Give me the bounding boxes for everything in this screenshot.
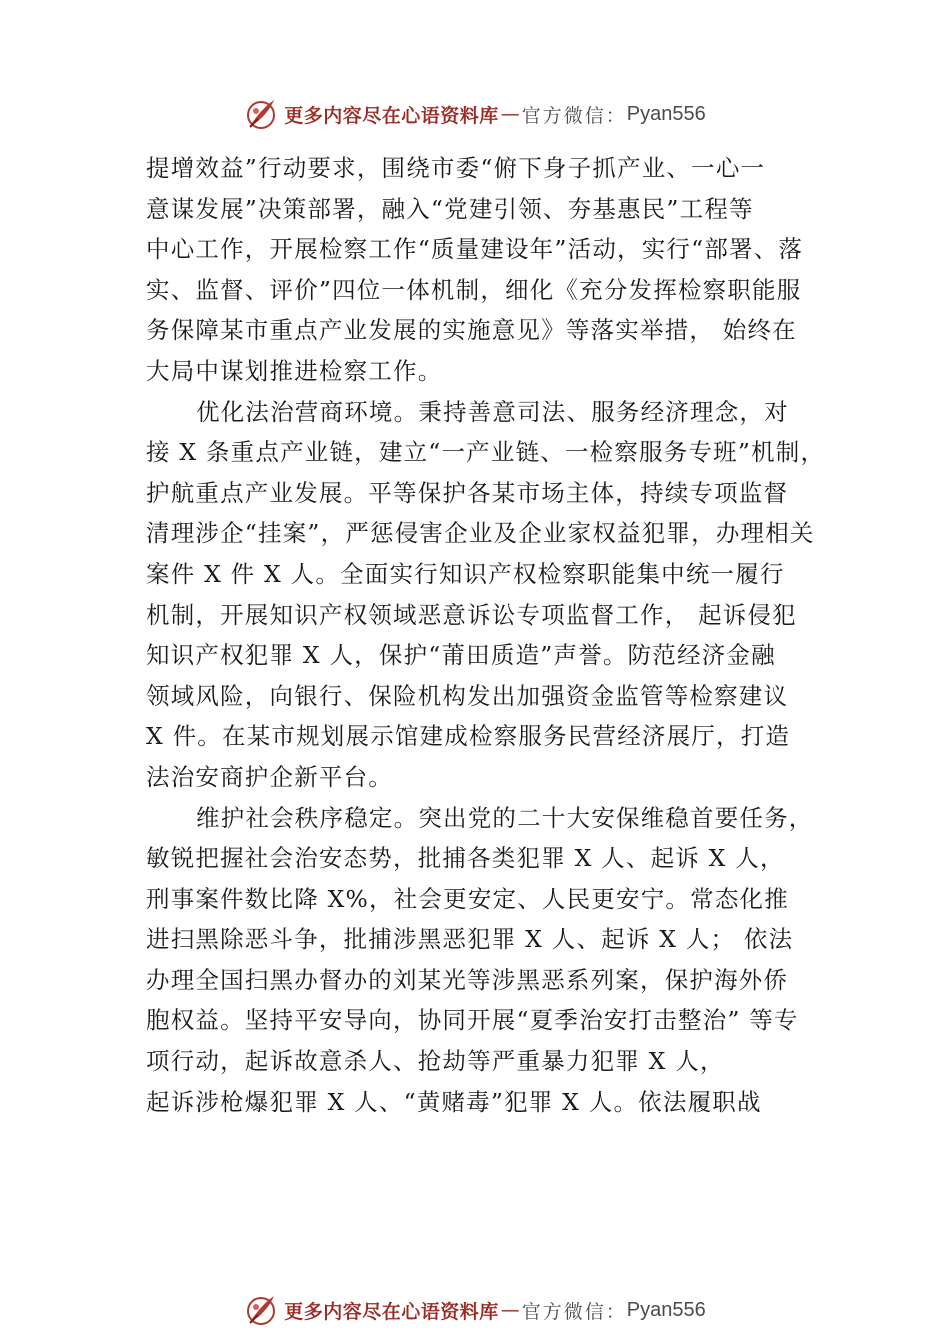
document-body xyxy=(146,148,826,1122)
text-line: X 件。在某市规划展示馆建成检察服务民营经济展厅，打造 xyxy=(146,722,791,751)
feather-pen-seal-icon xyxy=(244,1293,278,1327)
paragraph-heading-line: 优化法治营商环境。秉持善意司法、服务经济理念，对 xyxy=(196,397,789,426)
header-banner xyxy=(0,94,950,134)
footer-banner xyxy=(0,1290,950,1330)
footer-wechat-id: Pyan556 xyxy=(626,1298,706,1321)
text-line: 胞权益。坚持平安导向，协同开展“夏季治安打击整治” 等专 xyxy=(146,1006,799,1035)
text-line: 案件 X 件 X 人。全面实行知识产权检察职能集中统一履行 xyxy=(146,559,785,588)
header-brand-text: 更多内容尽在心语资料库 xyxy=(284,104,499,127)
header-dash: — xyxy=(500,103,520,125)
text-line: 进扫黑除恶斗争，批捕涉黑恶犯罪 X 人、起诉 X 人； 依法 xyxy=(146,925,794,954)
text-line: 接 X 条重点产业链，建立“一产业链、一检察服务专班”机制， xyxy=(146,438,826,467)
text-line: 大局中谋划推进检察工作。 xyxy=(146,356,443,385)
footer-brand-text: 更多内容尽在心语资料库 xyxy=(284,1300,499,1323)
text-line: 意谋发展”决策部署，融入“党建引领、夯基惠民”工程等 xyxy=(146,194,754,223)
text-line: 敏锐把握社会治安态势，批捕各类犯罪 X 人、起诉 X 人， xyxy=(146,844,785,873)
text-line: 机制，开展知识产权领域恶意诉讼专项监督工作， 起诉侵犯 xyxy=(146,600,797,629)
text-line: 中心工作，开展检察工作“质量建设年”活动，实行“部署、落 xyxy=(146,235,804,264)
header-wechat-id: Pyan556 xyxy=(626,102,706,125)
footer-dash: — xyxy=(500,1299,520,1321)
text-line: 提增效益”行动要求，围绕市委“俯下身子抓产业、一心一 xyxy=(146,154,766,182)
text-line: 刑事案件数比降 X%，社会更安定、人民更安宁。常态化推 xyxy=(146,884,789,913)
text-line: 领域风险，向银行、保险机构发出加强资金监管等检察建议 xyxy=(146,681,789,710)
header-wechat-label: 官方微信： xyxy=(521,104,627,127)
text-line: 法治安商护企新平台。 xyxy=(146,762,393,791)
footer-wechat-label: 官方微信： xyxy=(521,1300,627,1323)
text-line: 护航重点产业发展。平等保护各某市场主体，持续专项监督 xyxy=(146,478,789,507)
paragraph-heading-line: 维护社会秩序稳定。突出党的二十大安保维稳首要任务， xyxy=(196,803,814,832)
text-line: 务保障某市重点产业发展的实施意见》等落实举措， 始终在 xyxy=(146,316,797,345)
feather-pen-seal-icon xyxy=(244,97,278,131)
text-line: 实、监督、评价”四位一体机制，细化《充分发挥检察职能服 xyxy=(146,275,802,304)
text-line: 清理涉企“挂案”，严惩侵害企业及企业家权益犯罪，办理相关 xyxy=(146,519,815,548)
text-line: 起诉涉枪爆犯罪 X 人、“黄赌毒”犯罪 X 人。依法履职战 xyxy=(146,1087,762,1116)
text-line: 办理全国扫黑办督办的刘某光等涉黑恶系列案，保护海外侨 xyxy=(146,965,789,994)
text-line: 项行动，起诉故意杀人、抢劫等严重暴力犯罪 X 人， xyxy=(146,1047,725,1076)
text-line: 知识产权犯罪 X 人，保护“莆田质造”声誉。防范经济金融 xyxy=(146,641,776,670)
